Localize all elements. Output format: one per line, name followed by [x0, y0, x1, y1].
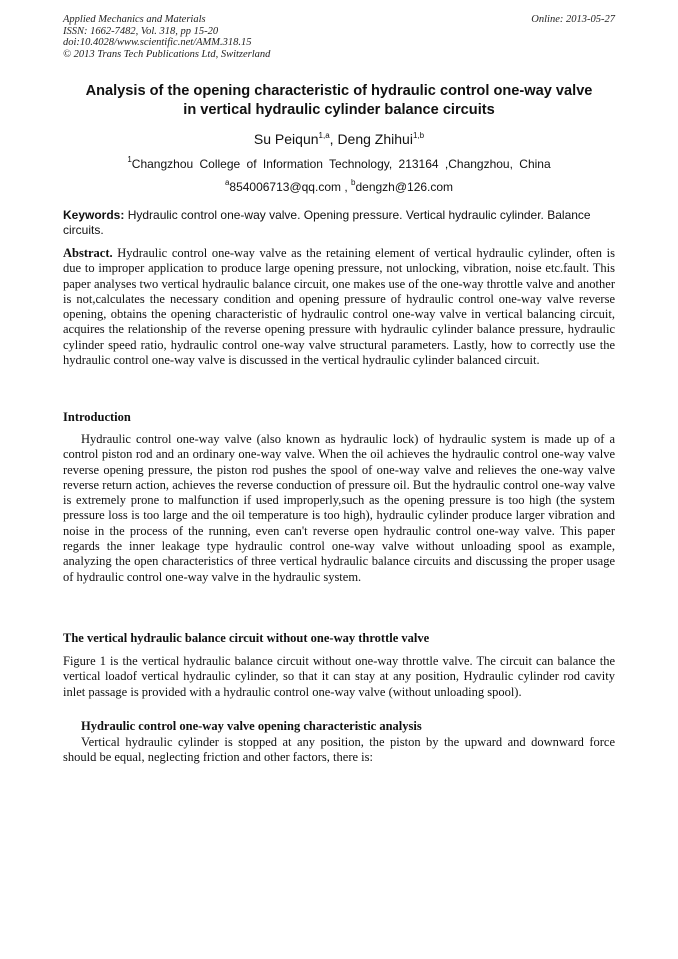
journal-name: Applied Mechanics and Materials: [63, 14, 206, 25]
subsection-1-paragraph: Vertical hydraulic cylinder is stopped at any position, the piston by the upward and downward force should be equal, neglecting friction and other factors, there is:: [63, 735, 615, 765]
section-1-paragraph: Figure 1 is the vertical hydraulic balance circuit without one-way throttle valve. The circuit can balance the vertical loadof vertical hydraulic cylinder, so that it can stay at any position, Hydraulic cylinder rod cavity inlet passage is provided with a hydraulic control one-way valve (without unloading spool).: [63, 654, 615, 699]
introduction-paragraph: Hydraulic control one-way valve (also known as hydraulic lock) of hydraulic system is made up of a control piston rod and an ordinary one-way valve. When the oil achieves the hydraulic control one-way valve reverse opening pressure, the piston rod pushes the spool of one-way valve and relieves the one-way valve reverse return action, achieves the reverse conduction of pressure oil. But the hydraulic control one-way valve is extremely prone to malfunction if used improperly,such as the opening pressure is too high (the system pressure loss is too large and the oil temperature is too high), hydraulic cylinder produce larger vibration and noise in the process of the running, even can't reverse open hydraulic control one-way valve. This paper regards the inner leakage type hydraulic control one-way valve without unloading spool as example, analyzing the open characteristics of three vertical hydraulic balance circuits and discussing the proper usage of hydraulic control one-way valve in the hydraulic system.: [63, 432, 615, 584]
title-line-1: Analysis of the opening characteristic of hydraulic control one-way valve: [85, 83, 593, 99]
keywords: [63, 208, 615, 238]
email-a[interactable]: 854006713@qq.com: [229, 180, 341, 194]
email-b-sup: b: [351, 178, 356, 187]
affiliation-sup: 1: [127, 155, 132, 164]
online-date: Online: 2013-05-27: [531, 14, 615, 25]
section-1-heading: The vertical hydraulic balance circuit without one-way throttle valve: [63, 631, 430, 645]
email-line: [0, 180, 678, 195]
author-1-sup: 1,a: [318, 131, 330, 140]
title-line-2: in vertical hydraulic cylinder balance circuits: [183, 102, 495, 118]
introduction-heading: Introduction: [63, 410, 131, 424]
issn-line: ISSN: 1662-7482, Vol. 318, pp 15-20: [63, 25, 219, 37]
author-line: [0, 131, 678, 148]
keywords-label: Keywords:: [63, 208, 125, 222]
author-2-name: Deng Zhihui: [337, 131, 413, 147]
journal-header: [63, 14, 615, 60]
doi-line: doi:10.4028/www.scientific.net/AMM.318.15: [63, 37, 252, 48]
subsection-1-heading: Hydraulic control one-way valve opening characteristic analysis: [81, 719, 422, 733]
email-separator: ,: [341, 180, 352, 194]
paper-title: [50, 82, 628, 120]
author-separator: ,: [329, 131, 338, 147]
affiliation: [0, 157, 678, 172]
affiliation-text: Changzhou College of Information Technology, 213164 ,Changzhou, China: [131, 157, 551, 171]
abstract: [63, 246, 615, 368]
abstract-label: Abstract.: [63, 246, 113, 260]
copyright-line: © 2013 Trans Tech Publications Ltd, Switzerland: [63, 48, 271, 60]
author-2-sup: 1,b: [412, 131, 425, 140]
email-a-sup: a: [224, 178, 230, 187]
abstract-text: Hydraulic control one-way valve as the retaining element of vertical hydraulic cylinder, often is due to improper application to produce large opening pressure, not unlocking, vibration, noise etc.fault. This paper analyses two vertical hydraulic balance circuit, one makes use of the one-way throttle valve and another is not,calculates the necessary condition and opening pressure of hydraulic control one-way valve reverse opening, obtains the opening characteristic of hydraulic control one-way valve in vertical balancing circuit, acquires the relationship of the reverse opening pressure with hydraulic cylinder balance pressure, hydraulic cylinder speed ratio, hydraulic control one-way valve structural parameters. Lastly, how to correctly use the hydraulic control one-way valve is discussed in the vertical hydraulic cylinder balanced circuit.: [63, 246, 615, 368]
email-b[interactable]: dengzh@126.com: [355, 180, 454, 194]
keywords-text: Hydraulic control one-way valve. Opening pressure. Vertical hydraulic cylinder. Balance circuits.: [63, 208, 591, 237]
author-1-name: Su Peiqun: [253, 131, 319, 147]
